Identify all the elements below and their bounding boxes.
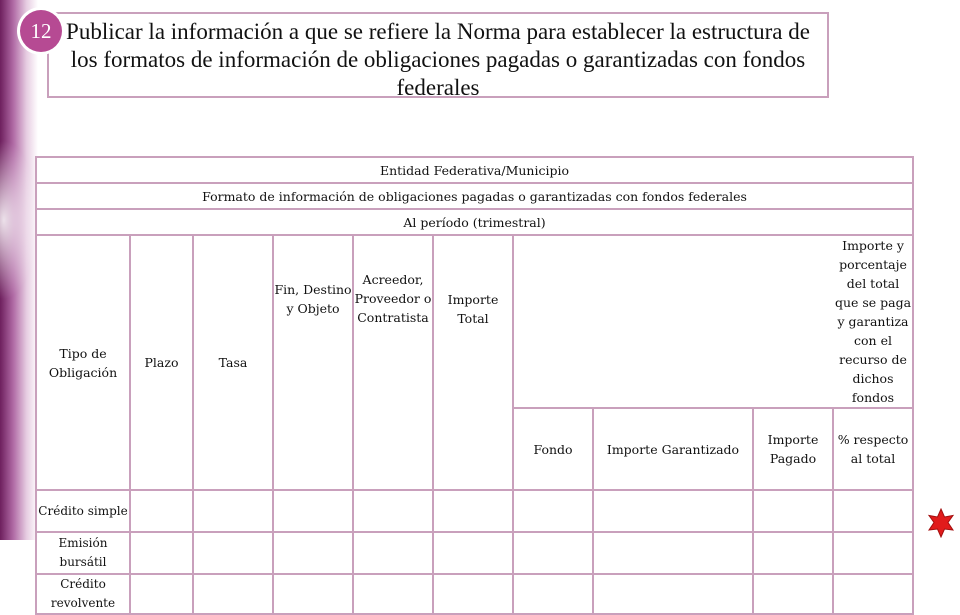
row-emision-bursatil: Emisión bursátil xyxy=(36,532,130,574)
col-header-tasa: Tasa xyxy=(193,235,273,490)
slide-title: Publicar la información a que se refiere la Norma para establecer la estructura de los formatos de información de obligaciones pagadas o garantizadas con fondos federales xyxy=(66,19,810,100)
cell-empty xyxy=(353,574,433,614)
cell-empty xyxy=(593,532,753,574)
cell-empty xyxy=(833,532,913,574)
col-header-importe-pagado: Importe Pagado xyxy=(753,408,833,490)
star-icon[interactable] xyxy=(926,508,956,538)
cell-empty xyxy=(433,532,513,574)
header-formato: Formato de información de obligaciones pagadas o garantizadas con fondos federales xyxy=(36,183,913,209)
cell-empty xyxy=(273,490,353,532)
col-header-plazo: Plazo xyxy=(130,235,193,490)
cell-empty xyxy=(353,490,433,532)
col-header-importe-total: Importe Total xyxy=(433,235,513,490)
col-header-tipo-obligacion: Tipo de Obligación xyxy=(36,235,130,490)
cell-empty xyxy=(833,490,913,532)
cell-empty xyxy=(593,574,753,614)
col-header-importe-porcentaje-group: Importe y porcentaje del total que se paga y garantiza con el recurso de dichos fondos xyxy=(513,235,913,408)
cell-empty xyxy=(593,490,753,532)
cell-empty xyxy=(433,574,513,614)
cell-empty xyxy=(513,532,593,574)
cell-empty xyxy=(130,532,193,574)
cell-empty xyxy=(753,574,833,614)
decorative-side-band xyxy=(0,0,38,540)
cell-empty xyxy=(273,532,353,574)
cell-empty xyxy=(273,574,353,614)
header-entidad: Entidad Federativa/Municipio xyxy=(36,157,913,183)
cell-empty xyxy=(130,490,193,532)
cell-empty xyxy=(353,532,433,574)
row-credito-revolvente: Crédito revolvente xyxy=(36,574,130,614)
title-box xyxy=(47,12,829,98)
col-header-fin-destino-objeto: Fin, Destino y Objeto xyxy=(273,235,353,490)
obligations-format-table xyxy=(35,156,914,615)
header-periodo: Al período (trimestral) xyxy=(36,209,913,235)
cell-empty xyxy=(130,574,193,614)
cell-empty xyxy=(193,574,273,614)
col-header-fondo: Fondo xyxy=(513,408,593,490)
cell-empty xyxy=(433,490,513,532)
cell-empty xyxy=(193,490,273,532)
col-header-acreedor: Acreedor, Proveedor o Contratista xyxy=(353,235,433,490)
cell-empty xyxy=(513,574,593,614)
col-header-porcentaje-total: % respecto al total xyxy=(833,408,913,490)
row-credito-simple: Crédito simple xyxy=(36,490,130,532)
cell-empty xyxy=(833,574,913,614)
cell-empty xyxy=(513,490,593,532)
cell-empty xyxy=(753,532,833,574)
cell-empty xyxy=(193,532,273,574)
cell-empty xyxy=(753,490,833,532)
slide-number-badge: 12 xyxy=(20,10,62,52)
col-header-importe-garantizado: Importe Garantizado xyxy=(593,408,753,490)
